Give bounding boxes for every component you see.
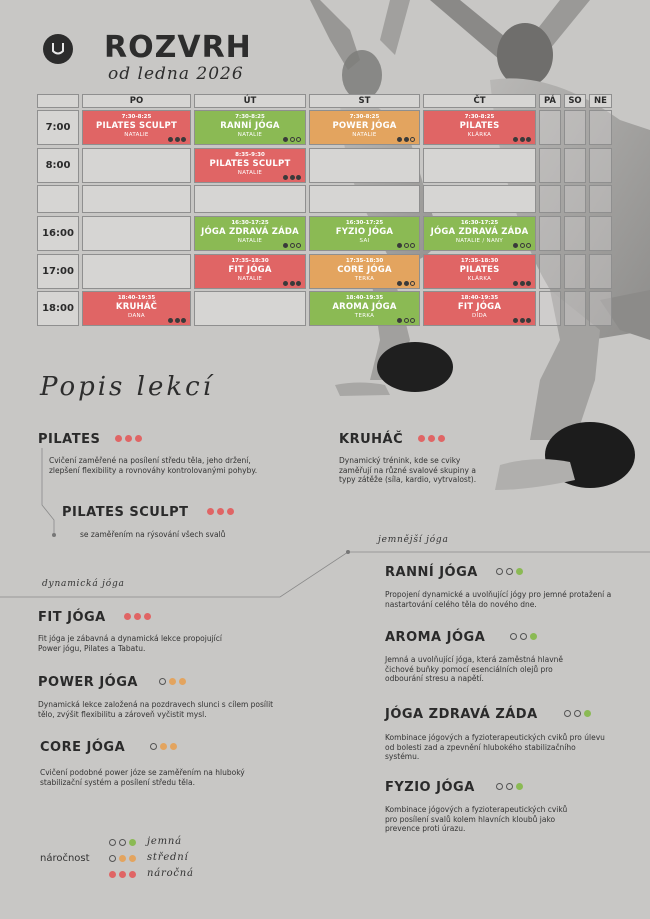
- lesson-name: PILATES SCULPT: [209, 159, 291, 169]
- lesson-name: CORE JÓGA: [337, 265, 392, 275]
- lesson-title-pilates-sculpt: PILATES SCULPT: [62, 505, 189, 520]
- lesson-instructor: NATALIE / NANY: [455, 238, 504, 244]
- time-cell: 16:00: [37, 216, 79, 251]
- lesson-instructor: SAI: [359, 238, 370, 244]
- difficulty-dot-icon: [115, 435, 122, 442]
- difficulty-dot-icon: [227, 508, 234, 515]
- lesson-instructor: DÍDA: [472, 313, 487, 319]
- difficulty-dot-icon: [516, 783, 523, 790]
- difficulty-indicator: [207, 508, 234, 515]
- difficulty-dot-icon: [144, 613, 151, 620]
- lesson-name: PILATES SCULPT: [96, 121, 177, 131]
- lesson-name: PILATES: [459, 265, 500, 275]
- difficulty-dot-icon: [135, 435, 142, 442]
- lesson-instructor: NATALIE: [237, 170, 263, 176]
- legend-dots: [109, 839, 136, 846]
- lesson-instructor: DANA: [128, 313, 145, 319]
- lesson-title-power-joga: POWER JÓGA: [38, 675, 138, 690]
- legend-label: náročnost: [40, 853, 90, 864]
- difficulty-dot-icon: [170, 743, 177, 750]
- lesson-description-kruhac: Dynamický trénink, kde se cviky zaměřují na různé svalové skupiny a typy zátěže (síla, kardio, vytrvalost).: [339, 456, 477, 484]
- day-header: SO: [564, 94, 586, 108]
- lesson-title-aroma-joga: AROMA JÓGA: [385, 630, 486, 645]
- legend-dots: [109, 871, 136, 878]
- lesson-instructor: TERKA: [354, 276, 375, 282]
- difficulty-indicator: [564, 710, 591, 717]
- difficulty-indicator: [150, 743, 177, 750]
- lesson-title-ranni-joga: RANNÍ JÓGA: [385, 565, 478, 580]
- lesson-name: JÓGA ZDRAVÁ ZÁDA: [201, 227, 299, 237]
- legend-level: náročná: [147, 868, 194, 879]
- day-header: ÚT: [194, 94, 306, 108]
- difficulty-dot-icon: [207, 508, 214, 515]
- difficulty-indicator: [159, 678, 186, 685]
- legend-level: jemná: [147, 836, 182, 847]
- lesson-instructor: NATALIE: [237, 276, 263, 282]
- group-label-dynamic: dynamická jóga: [42, 579, 125, 589]
- lesson-instructor: NATALIE: [352, 132, 377, 138]
- difficulty-dot-icon: [159, 678, 166, 685]
- lesson-time: 8:35-9:30: [235, 152, 265, 158]
- group-label-gentle: jemnější jóga: [378, 535, 449, 545]
- lesson-instructor: NATALIE: [237, 238, 263, 244]
- lesson-description-joga-zdrava-zada: Kombinace jógových a fyzioterapeutických cviků pro úlevu od bolesti zad a zpevnění hlubokého stabilizačního systému.: [385, 733, 605, 761]
- difficulty-dot-icon: [496, 568, 503, 575]
- difficulty-dot-icon: [428, 435, 435, 442]
- lesson-name: FIT JÓGA: [457, 302, 502, 312]
- day-header: PÁ: [539, 94, 561, 108]
- difficulty-dot-icon: [129, 855, 136, 862]
- lesson-name: RANNÍ JÓGA: [220, 121, 280, 131]
- page-subtitle: od ledna 2026: [108, 64, 244, 84]
- difficulty-dot-icon: [109, 855, 116, 862]
- time-cell: 7:00: [37, 110, 79, 145]
- difficulty-dot-icon: [125, 435, 132, 442]
- lesson-time: 7:30-8:25: [349, 114, 380, 120]
- day-header: ČT: [423, 94, 536, 108]
- time-cell: 8:00: [37, 148, 79, 183]
- difficulty-dot-icon: [574, 710, 581, 717]
- difficulty-dot-icon: [506, 783, 513, 790]
- difficulty-dot-icon: [169, 678, 176, 685]
- difficulty-dot-icon: [109, 839, 116, 846]
- lesson-title-kruhac: KRUHÁČ: [339, 432, 404, 447]
- difficulty-dot-icon: [506, 568, 513, 575]
- lesson-title-joga-zdrava-zada: JÓGA ZDRAVÁ ZÁDA: [385, 707, 538, 722]
- lesson-name: FYZIO JÓGA: [335, 227, 394, 237]
- difficulty-dot-icon: [564, 710, 571, 717]
- difficulty-dot-icon: [124, 613, 131, 620]
- page-title: ROZVRH: [104, 30, 252, 65]
- difficulty-indicator: [496, 783, 523, 790]
- lesson-name: AROMA JÓGA: [332, 302, 397, 312]
- lesson-instructor: NATALIE: [237, 132, 263, 138]
- lesson-time: 17:35-18:30: [460, 258, 499, 264]
- difficulty-dot-icon: [119, 871, 126, 878]
- lesson-description-pilates-sculpt: se zaměřením na rýsování všech svalů: [80, 530, 226, 539]
- difficulty-dot-icon: [496, 783, 503, 790]
- difficulty-dot-icon: [520, 633, 527, 640]
- lesson-time: 7:30-8:25: [121, 114, 152, 120]
- lesson-description-fyzio-joga: Kombinace jógových a fyzioterapeutických cviků pro posílení svalů kolem hlavních kloubů jako prevence proti úrazu.: [385, 805, 568, 833]
- lesson-time: 16:30-17:25: [345, 220, 384, 226]
- lesson-name: POWER JÓGA: [332, 121, 397, 131]
- lesson-instructor: TERKA: [354, 313, 375, 319]
- lesson-title-fyzio-joga: FYZIO JÓGA: [385, 780, 475, 795]
- difficulty-indicator: [496, 568, 523, 575]
- difficulty-dot-icon: [129, 871, 136, 878]
- lesson-description-aroma-joga: Jemná a uvolňující jóga, která zaměstná hlavně čichové buňky pomocí esenciálních olejů pro odbourání stresu a napětí.: [385, 655, 564, 683]
- lesson-description-pilates: Cvičení zaměřené na posílení středu těla, jeho držení, zlepšení flexibility a rovnováhy kontrolovanými pohyby.: [49, 456, 258, 475]
- legend-dots: [109, 855, 136, 862]
- day-header: NE: [589, 94, 612, 108]
- difficulty-dot-icon: [510, 633, 517, 640]
- difficulty-indicator: [115, 435, 142, 442]
- difficulty-indicator: [124, 613, 151, 620]
- lesson-name: KRUHÁČ: [115, 302, 158, 312]
- difficulty-dot-icon: [217, 508, 224, 515]
- difficulty-dot-icon: [418, 435, 425, 442]
- time-cell: 18:00: [37, 291, 79, 326]
- difficulty-dot-icon: [584, 710, 591, 717]
- lesson-title-fit-joga: FIT JÓGA: [38, 610, 106, 625]
- lesson-description-core-joga: Cvičení podobné power józe se zaměřením na hluboký stabilizační systém a posílení středu těla.: [40, 768, 245, 787]
- lesson-description-fit-joga: Fit jóga je zábavná a dynamická lekce propojující Power jógu, Pilates a Tabatu.: [38, 634, 222, 653]
- lesson-time: 18:40-19:35: [117, 295, 156, 301]
- lesson-time: 17:35-18:30: [231, 258, 269, 264]
- difficulty-dot-icon: [109, 871, 116, 878]
- lesson-title-pilates: PILATES: [38, 432, 101, 447]
- time-cell: 17:00: [37, 254, 79, 289]
- lesson-time: 16:30-17:25: [231, 220, 269, 226]
- lesson-name: JÓGA ZDRAVÁ ZÁDA: [430, 227, 529, 237]
- difficulty-dot-icon: [516, 568, 523, 575]
- lesson-description-ranni-joga: Propojení dynamické a uvolňující jógy pro jemné protažení a nastartování celého těla do nového dne.: [385, 590, 612, 609]
- lesson-description-power-joga: Dynamická lekce založená na pozdravech slunci s cílem posílit tělo, zvýšit flexibilitu a zároveň vyčistit mysl.: [38, 700, 274, 719]
- lesson-time: 18:40-19:35: [460, 295, 499, 301]
- difficulty-dot-icon: [119, 839, 126, 846]
- difficulty-dot-icon: [150, 743, 157, 750]
- difficulty-dot-icon: [179, 678, 186, 685]
- lesson-time: 7:30-8:25: [464, 114, 495, 120]
- legend-level: střední: [147, 852, 189, 863]
- lesson-name: FIT JÓGA: [228, 265, 272, 275]
- difficulty-dot-icon: [134, 613, 141, 620]
- difficulty-indicator: [510, 633, 537, 640]
- difficulty-dot-icon: [129, 839, 136, 846]
- lesson-instructor: NATALIE: [124, 132, 149, 138]
- difficulty-indicator: [418, 435, 445, 442]
- difficulty-dot-icon: [160, 743, 167, 750]
- day-header: ST: [309, 94, 420, 108]
- difficulty-dot-icon: [438, 435, 445, 442]
- day-header: PO: [82, 94, 191, 108]
- difficulty-dot-icon: [530, 633, 537, 640]
- lesson-instructor: KLÁRKA: [467, 132, 492, 138]
- lesson-time: 7:30-8:25: [235, 114, 265, 120]
- lesson-name: PILATES: [459, 121, 500, 131]
- lesson-time: 16:30-17:25: [460, 220, 499, 226]
- section-title: Popis lekcí: [40, 372, 214, 402]
- lesson-time: 18:40-19:35: [345, 295, 384, 301]
- lesson-instructor: KLÁRKA: [467, 276, 492, 282]
- lesson-time: 17:35-18:30: [345, 258, 384, 264]
- difficulty-dot-icon: [119, 855, 126, 862]
- lesson-title-core-joga: CORE JÓGA: [40, 740, 126, 755]
